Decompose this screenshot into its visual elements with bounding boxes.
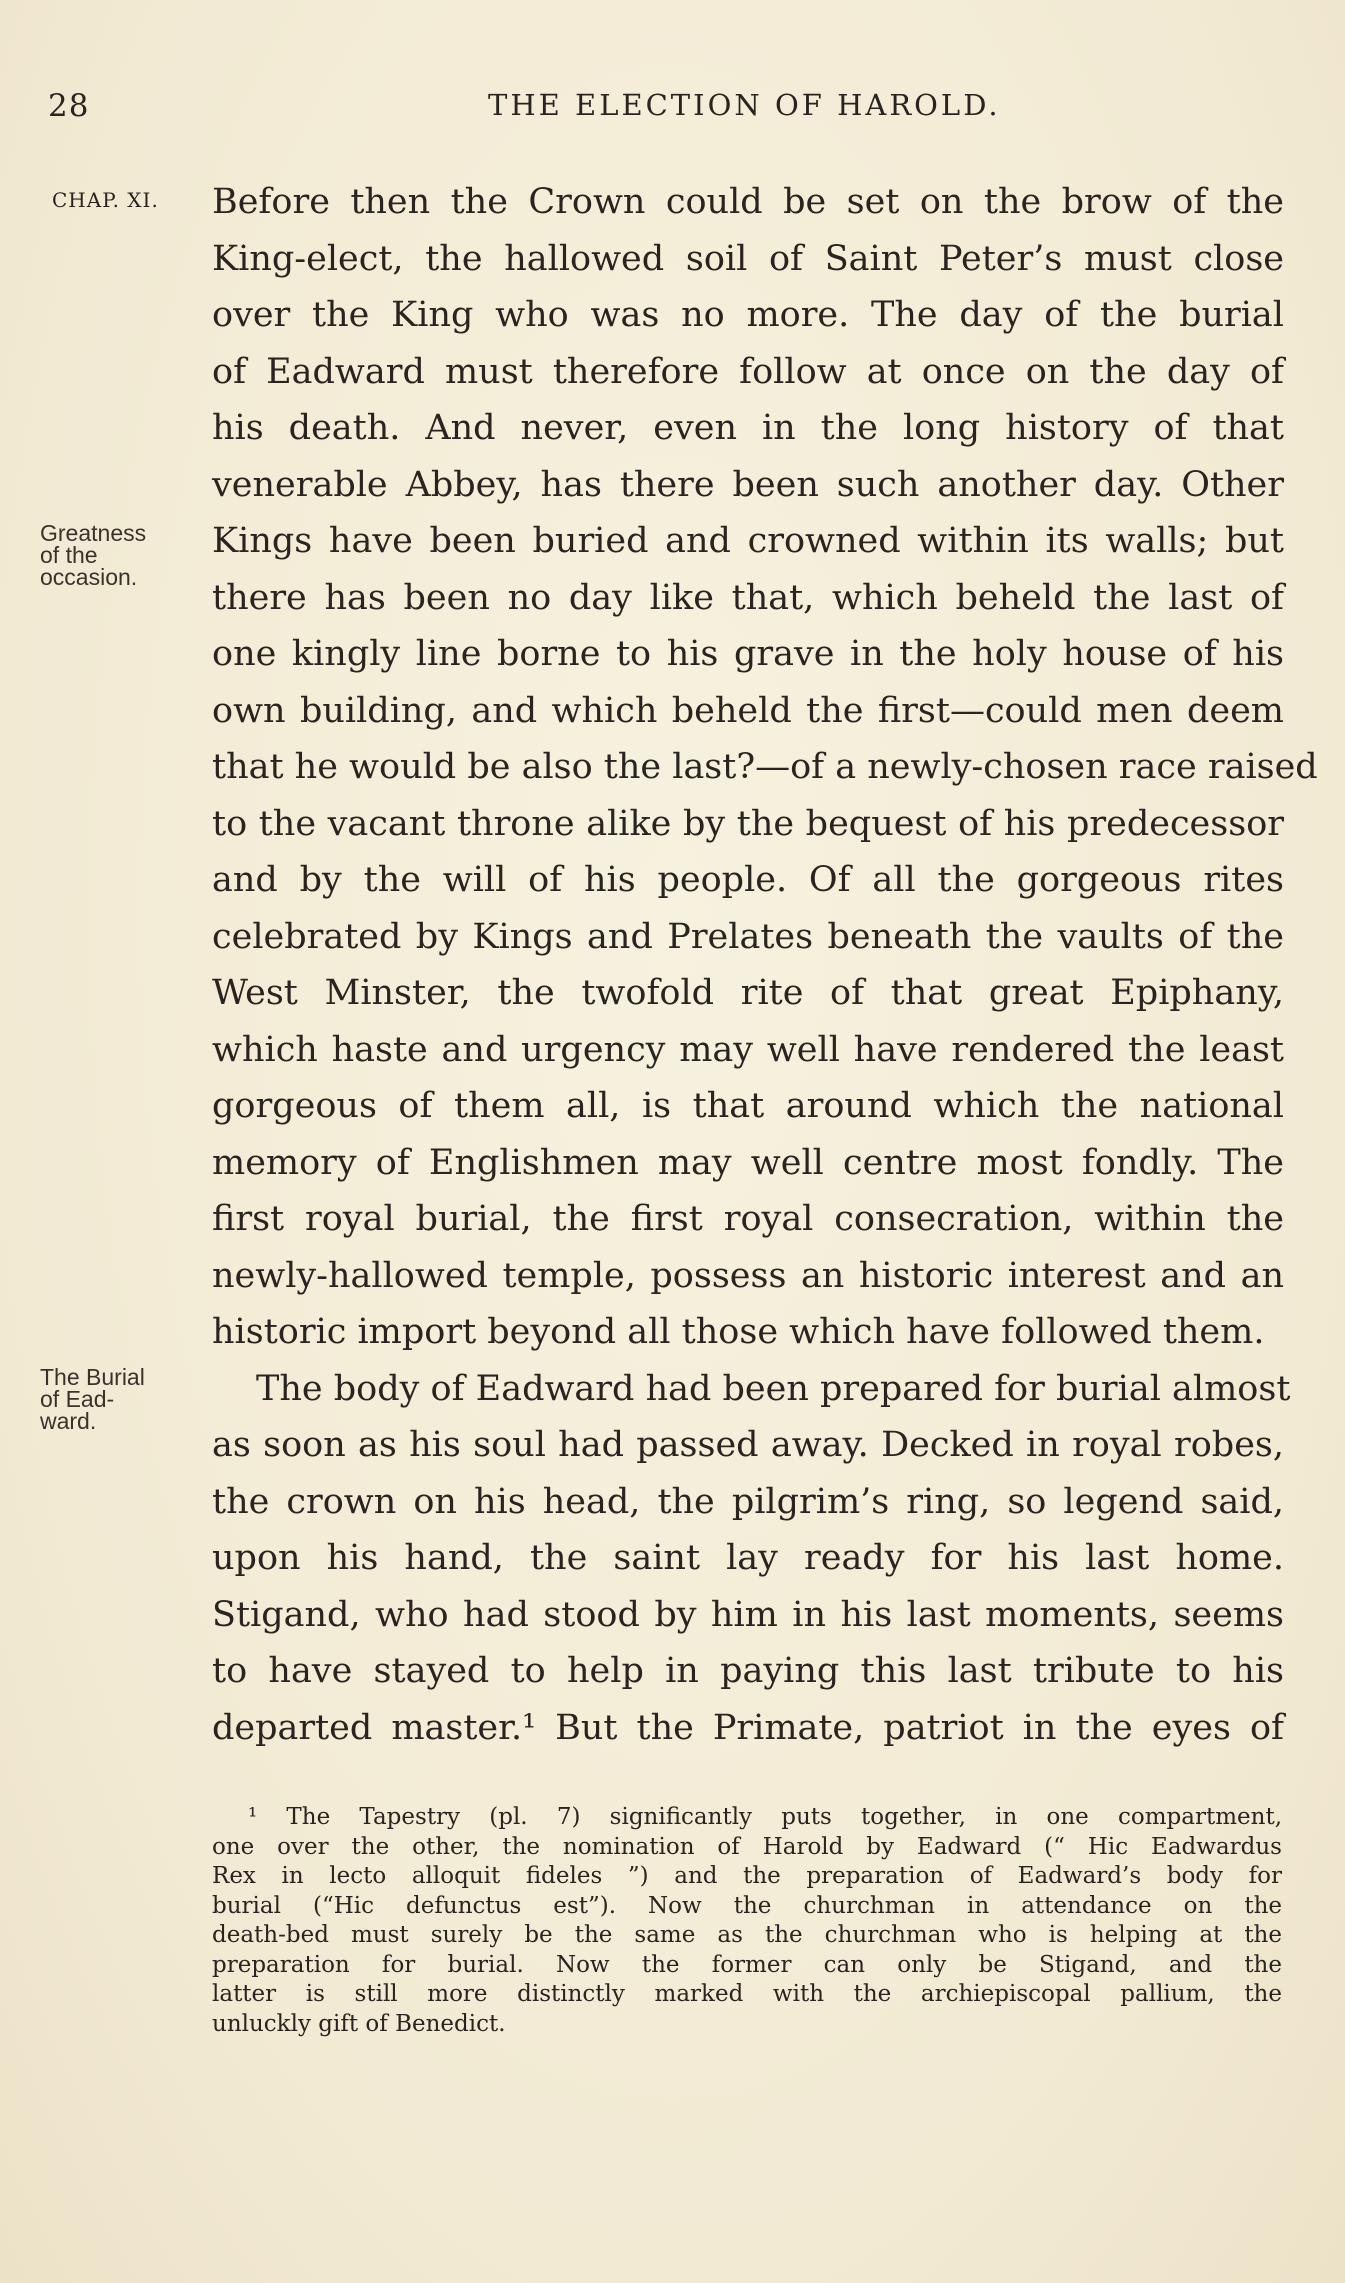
body-line: his death. And never, even in the long history of that [212,408,1284,448]
footnote-line: preparation for burial. Now the former can only be Stigand, and the [212,1951,1282,1978]
margin-note-burial [40,1366,145,1432]
margin-note-line: of Ead- [40,1386,115,1412]
body-line: Before then the Crown could be set on the brow of the [212,182,1284,222]
body-line: memory of Englishmen may well centre most fondly. The [212,1142,1284,1183]
footnote-line: ¹ The Tapestry (pl. 7) significantly puts together, in one compartment, [248,1804,1282,1830]
body-line: over the King who was no more. The day of the burial [212,295,1284,335]
margin-note-line: Greatness [40,520,147,546]
body-line: departed master.¹ But the Primate, patriot in the eyes of [212,1707,1284,1748]
body-line: to the vacant throne alike by the bequest of his predecessor [212,803,1284,844]
margin-note-line: of the [40,542,98,568]
body-line: historic import beyond all those which have followed them. [212,1312,1265,1352]
margin-note-line: The Burial [40,1364,145,1390]
body-line: King-elect, the hallowed soil of Saint Peter’s must close [212,238,1284,279]
body-line: celebrated by Kings and Prelates beneath the vaults of the [212,916,1284,957]
page-header [48,88,1288,128]
chapter-label: CHAP. XI. [52,188,159,212]
body-line: the crown on his head, the pilgrim’s ring, so legend said, [212,1481,1284,1522]
footnote-line: unluckly gift of Benedict. [212,2010,506,2037]
footnotes [212,1803,1282,2039]
running-head: THE ELECTION OF HAROLD. [488,88,1001,122]
body-line: Kings have been buried and crowned within its walls; but [212,521,1284,561]
body-line: first royal burial, the first royal consecration, within the [212,1199,1284,1239]
body-line: own building, and which beheld the first—could men deem [212,690,1284,731]
body-line: upon his hand, the saint lay ready for his last home. [212,1538,1284,1578]
body-line: and by the will of his people. Of all the gorgeous rites [212,860,1284,900]
body-line: there has been no day like that, which beheld the last of [212,577,1284,618]
body-line: to have stayed to help in paying this last tribute to his [212,1651,1284,1691]
margin-note-greatness [40,522,146,588]
footnote-line: latter is still more distinctly marked with the archiepiscopal pallium, the [212,1981,1282,2007]
page-number: 28 [48,88,90,124]
footnote-line: one over the other, the nomination of Harold by Eadward (“ Hic Eadwardus [212,1833,1282,1860]
body-line: The body of Eadward had been prepared for burial almost [256,1368,1291,1409]
body-line: Stigand, who had stood by him in his last moments, seems [212,1594,1284,1635]
body-line: of Eadward must therefore follow at once on the day of [212,351,1284,392]
margin-note-line: occasion. [40,564,138,590]
body-line: gorgeous of them all, is that around which the national [212,1086,1284,1126]
margin-note-line: ward. [40,1408,97,1434]
body-line: West Minster, the twofold rite of that great Epiphany, [212,973,1284,1013]
footnote-line: burial (“Hic defunctus est”). Now the churchman in attendance on the [212,1892,1282,1919]
body-line: which haste and urgency may well have rendered the least [212,1029,1284,1070]
body-line: that he would be also the last?—of a newly-chosen race raised [212,747,1318,787]
body-line: as soon as his soul had passed away. Decked in royal robes, [212,1425,1284,1465]
footnote-line: Rex in lecto alloquit fideles ”) and the preparation of Eadward’s body for [212,1863,1282,1889]
body-text [212,174,1318,1756]
body-line: newly-hallowed temple, possess an historic interest and an [212,1255,1284,1296]
body-line: one kingly line borne to his grave in the holy house of his [212,634,1284,674]
body-line: venerable Abbey, has there been such another day. Other [212,464,1284,505]
footnote-line: death-bed must surely be the same as the churchman who is helping at the [212,1922,1282,1948]
